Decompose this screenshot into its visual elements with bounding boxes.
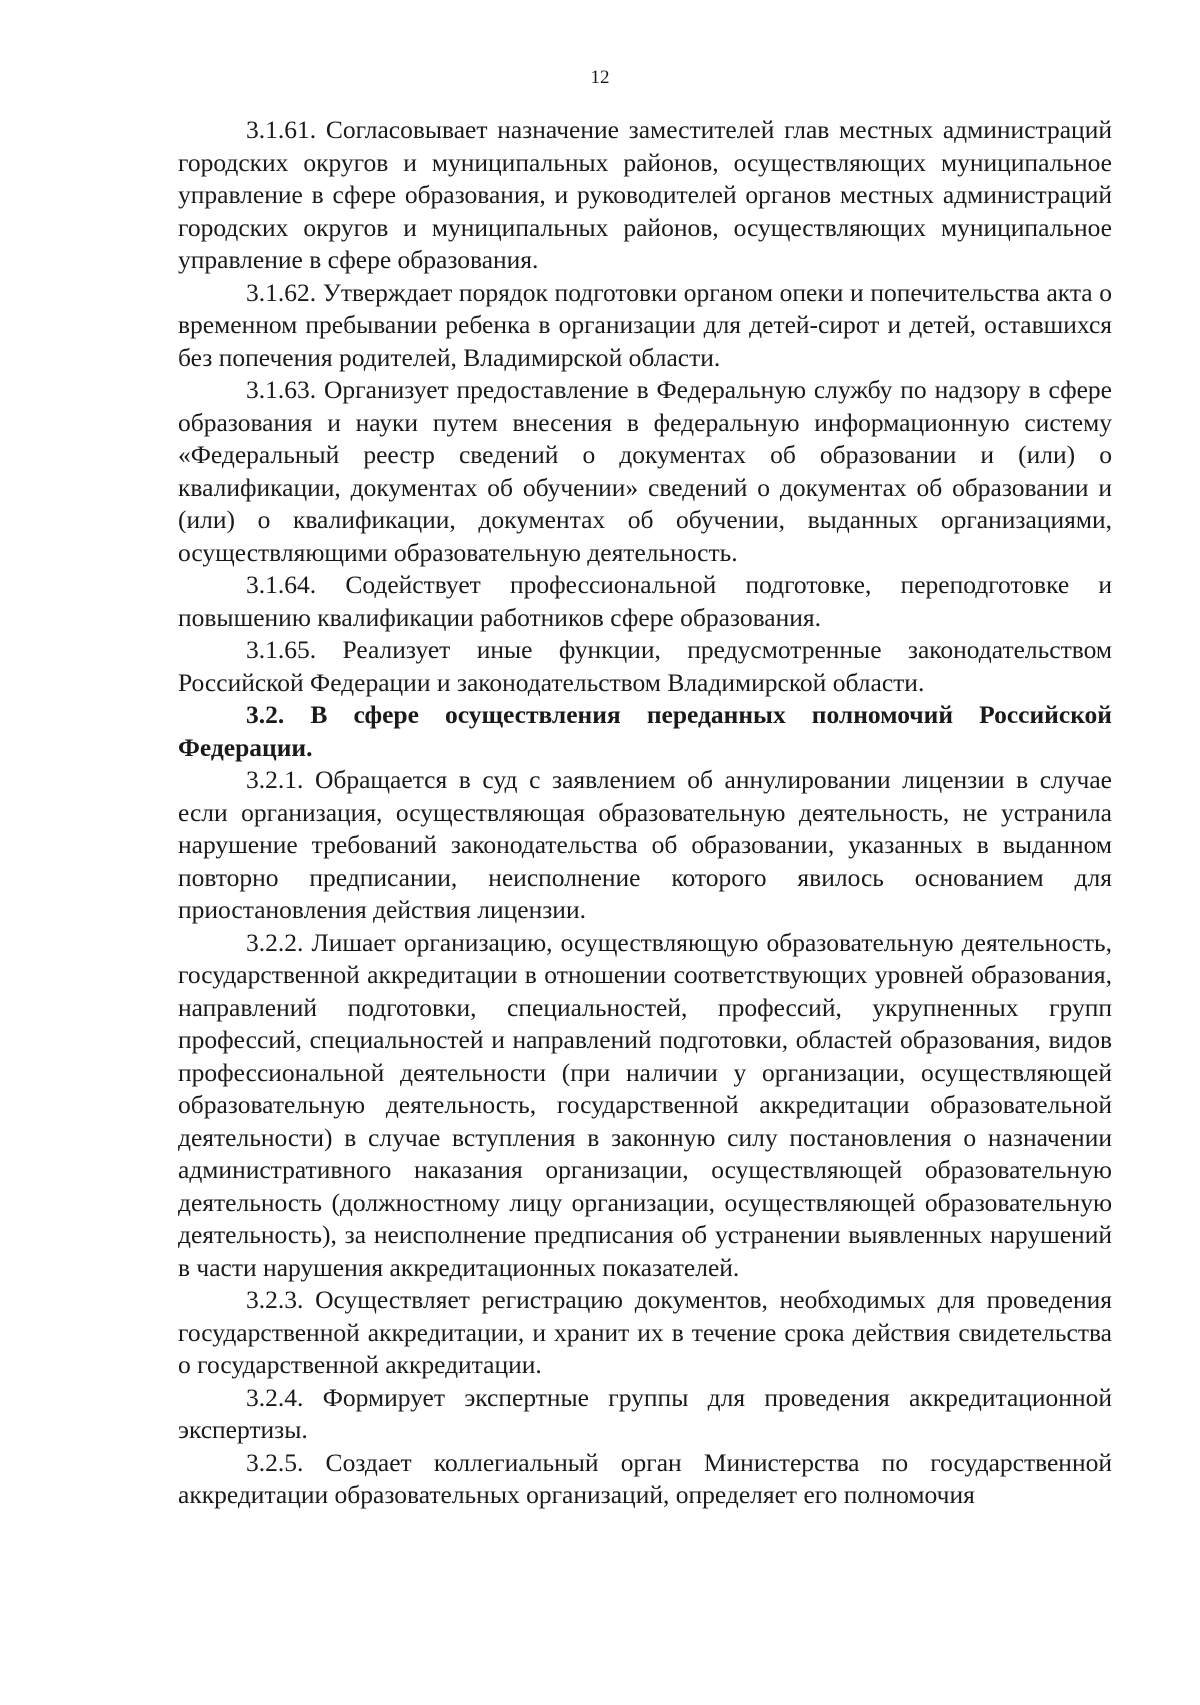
paragraph-3-2-1: 3.2.1. Обращается в суд с заявлением об аннулировании лицензии в случае если организация, осуществляющая образовательную деятельность, не устранила нарушение требований законодательства об образовании, указанных в выданном повторно предписании, неисполнение которого явилось основанием для приостановления действия лицензии. (178, 765, 1112, 924)
paragraph-3-2-3: 3.2.3. Осуществляет регистрацию документов, необходимых для проведения государственной аккредитации, и хранит их в течение срока действия свидетельства о государственной аккредитации. (178, 1285, 1112, 1379)
page-number: 12 (590, 67, 610, 88)
paragraph-3-1-64: 3.1.64. Содействует профессиональной подготовке, переподготовке и повышению квалификации работников сфере образования. (178, 570, 1112, 632)
paragraph-3-2-5: 3.2.5. Создает коллегиальный орган Министерства по государственной аккредитации образовательных организаций, определяет его полномочия (178, 1447, 1112, 1509)
paragraph-3-1-61: 3.1.61. Согласовывает назначение заместителей глав местных администраций городских округов и муниципальных районов, осуществляющих муниципальное управление в сфере образования, и руководителей органов местных администраций городских округов и муниципальных районов, осуществляющих муниципальное управление в сфере образования. (178, 115, 1112, 274)
paragraph-3-1-65: 3.1.65. Реализует иные функции, предусмотренные законодательством Российской Федерации и законодательством Владимирской области. (178, 635, 1112, 697)
document-body (178, 114, 1112, 1512)
section-heading-3-2: 3.2. В сфере осуществления переданных полномочий Российской Федерации. (178, 700, 1112, 762)
paragraph-3-1-62: 3.1.62. Утверждает порядок подготовки органом опеки и попечительства акта о временном пребывании ребенка в организации для детей-сирот и детей, оставшихся без попечения родителей, Владимирской области. (178, 277, 1112, 372)
paragraph-3-1-63: 3.1.63. Организует предоставление в Федеральную службу по надзору в сфере образования и науки путем внесения в федеральную информационную систему «Федеральный реестр сведений о документах об образовании и (или) о квалификации, документах об обучении» сведений о документах об образовании и (или) о квалификации, документах об обучении, выданных организациями, осуществляющими образовательную деятельность. (178, 375, 1112, 567)
paragraph-3-2-4: 3.2.4. Формирует экспертные группы для проведения аккредитационной экспертизы. (178, 1382, 1112, 1444)
paragraph-3-2-2: 3.2.2. Лишает организацию, осуществляющую образовательную деятельность, государственной аккредитации в отношении соответствующих уровней образования, направлений подготовки, специальностей, профессий, укрупненных групп профессий, специальностей и направлений подготовки, областей образования, видов профессиональной деятельности (при наличии у организации, осуществляющей образовательную деятельность, государственной аккредитации образовательной деятельности) в случае вступления в законную силу постановления о назначении административного наказания организации, осуществляющей образовательную деятельность (должностному лицу организации, осуществляющей образовательную деятельность), за неисполнение предписания об устранении выявленных нарушений в части нарушения аккредитационных показателей. (178, 927, 1112, 1282)
